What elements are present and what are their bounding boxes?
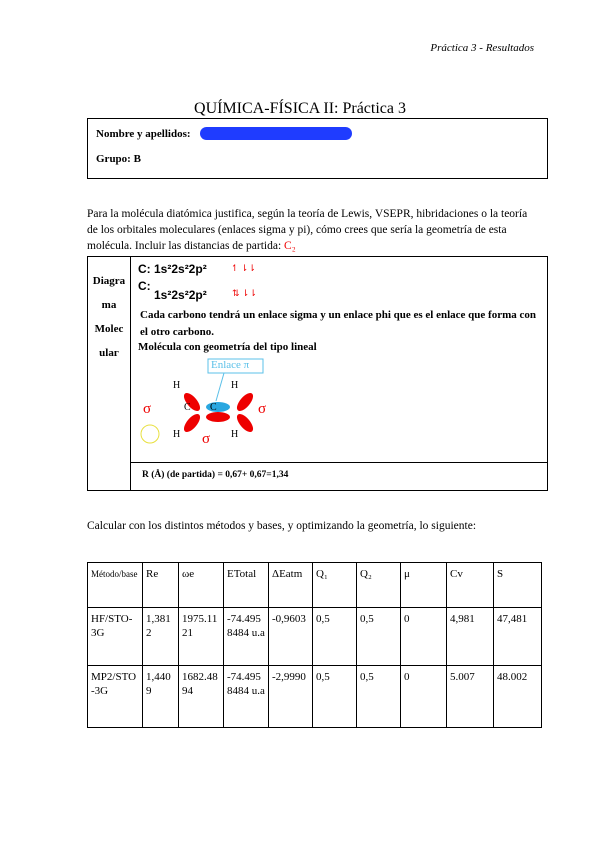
pi-bond-label: Enlace π — [211, 359, 250, 371]
distance-row — [131, 462, 547, 491]
table-cell: 5.007 — [447, 666, 494, 728]
header-cell: ETotal — [224, 563, 269, 608]
electron-config-1: C: 1s²2s²2p² — [138, 262, 207, 276]
explanation-text: Cada carbono tendrá un enlace sigma y un enlace phi que es el enlace que forma con el otro carbono. — [140, 309, 536, 338]
table-cell: 0,5 — [357, 608, 401, 666]
table-cell: 48.002 — [494, 666, 542, 728]
sigma-label: σ — [258, 401, 267, 417]
header-cell: Método/base — [88, 563, 143, 608]
header-cell: Q₂ — [357, 563, 401, 608]
table-cell: 1975.1121 — [179, 608, 224, 666]
calc-instruction: Calcular con los distintos métodos y bases, y optimizando la geometría, lo siguiente: — [87, 520, 477, 532]
carbon-label: C — [210, 402, 217, 413]
table-cell: 0 — [401, 666, 447, 728]
header-cell: ωe — [179, 563, 224, 608]
header-cell: Q₁ — [313, 563, 357, 608]
table-row — [88, 608, 542, 666]
sigma-label: σ — [202, 431, 211, 447]
label-line: ma — [101, 299, 117, 311]
page-header: Práctica 3 - Resultados — [430, 42, 534, 54]
table-cell: 1,4409 — [143, 666, 179, 728]
table-cell: 1,3812 — [143, 608, 179, 666]
label-line: Diagra — [92, 275, 126, 287]
question-body: Para la molécula diatómica justifica, según la teoría de Lewis, VSEPR, hibridaciones o la teoría de los orbitales moleculares (enlaces sigma y pi), cómo crees que sería la geometría de esta molécula. Incluir las distancias de partida: — [87, 208, 528, 252]
header-cell: S — [494, 563, 542, 608]
table-cell: 0 — [401, 608, 447, 666]
orbital-arrows-2: ⇅ ⇂⇂ — [232, 288, 257, 298]
table-header-row — [88, 563, 542, 608]
diagram-table — [87, 256, 548, 491]
label-line: ulaᴦ — [99, 347, 119, 359]
table-cell: -74.4958484 u.a — [224, 666, 269, 728]
table-cell: 0,5 — [313, 608, 357, 666]
table-cell: -2,9990 — [269, 666, 313, 728]
geometry-text: Molécula con geometría del tipo lineal — [138, 341, 317, 353]
table-cell: -0,9603 — [269, 608, 313, 666]
group-label: Grupo: B — [96, 153, 141, 165]
table-cell: MP2/STO-3G — [88, 666, 143, 728]
hydrogen-label: H — [173, 380, 181, 391]
pi-pointer — [216, 373, 224, 401]
orbital-arrows-1: ↿ ⇂⇂ — [231, 263, 256, 273]
diagram-label — [88, 257, 131, 490]
table-row — [88, 666, 542, 728]
table-cell: 0,5 — [357, 666, 401, 728]
electron-config-2-prefix: C: — [138, 279, 151, 293]
table-cell: 1682.4894 — [179, 666, 224, 728]
question-text — [87, 206, 537, 254]
header-cell: Cv — [447, 563, 494, 608]
page-title: QUÍMICA-FÍSICA II: Práctica 3 — [194, 100, 406, 117]
hydrogen-label: H — [231, 429, 239, 440]
table-cell: 0,5 — [313, 666, 357, 728]
molecule-formula: C₂ — [284, 240, 296, 252]
sigma-bond-lobe — [206, 412, 230, 422]
sigma-label: σ — [143, 401, 152, 417]
header-cell: μ — [401, 563, 447, 608]
label-line: Molec — [94, 323, 124, 335]
redacted-name — [200, 127, 352, 140]
carbon-label: C — [184, 402, 191, 413]
results-table — [87, 562, 542, 728]
name-label: Nombre y apellidos: — [96, 128, 191, 140]
electron-config-2: 1s²2s²2p² — [154, 288, 207, 302]
hydrogen-label: H — [173, 429, 181, 440]
table-cell: -74.4958484 u.a — [224, 608, 269, 666]
header-cell: ΔEatm — [269, 563, 313, 608]
table-cell: HF/STO-3G — [88, 608, 143, 666]
distance-text: R (Å) (de partida) = 0,67+ 0,67=1,34 — [142, 470, 289, 480]
header-cell: Re — [143, 563, 179, 608]
hydrogen-label: H — [231, 380, 239, 391]
table-cell: 47,481 — [494, 608, 542, 666]
cursor-highlight — [141, 425, 159, 443]
table-cell: 4,981 — [447, 608, 494, 666]
